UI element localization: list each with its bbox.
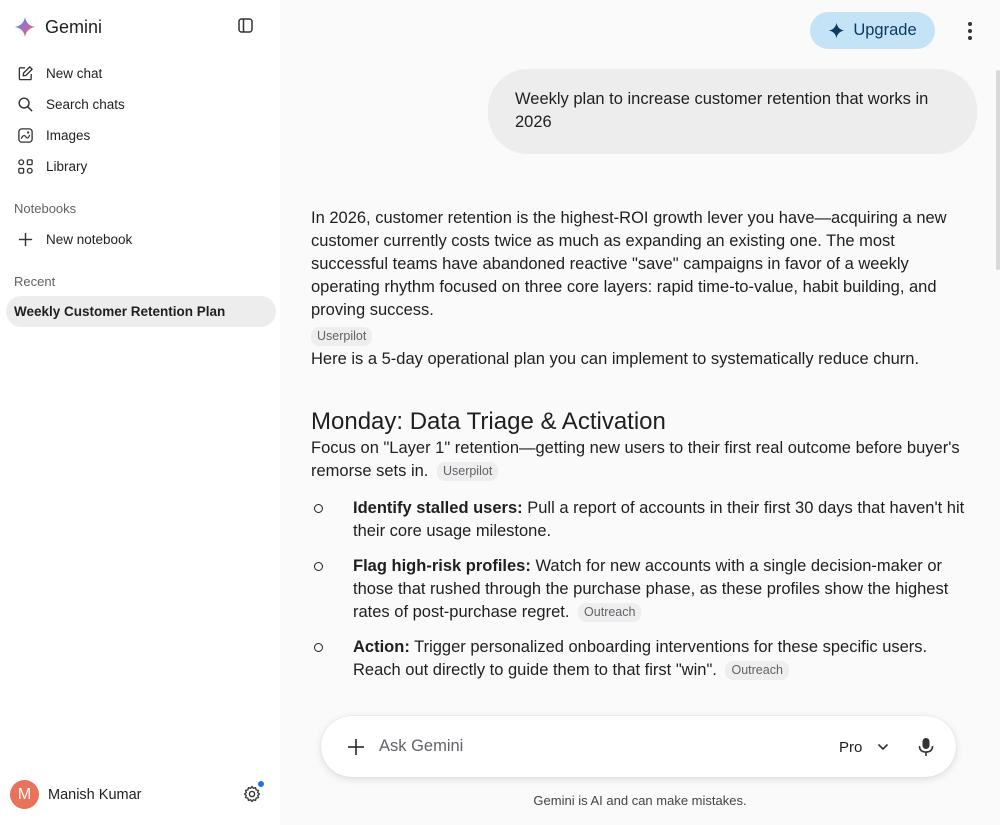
source-chip[interactable]: Outreach (725, 661, 788, 680)
sidebar (0, 0, 280, 825)
bullet-title: Action: (353, 638, 410, 656)
images-label: Images (46, 127, 91, 143)
response-paragraph (311, 207, 966, 322)
list-item (311, 636, 966, 682)
monday-text: Focus on "Layer 1" retention—getting new users to their first real outcome before buyer's remorse sets in. (311, 439, 960, 480)
bullet-marker (314, 643, 323, 652)
list-item (311, 497, 966, 543)
scrollbar[interactable] (996, 70, 1000, 270)
search-icon (16, 95, 34, 113)
disclaimer-text: Gemini is AI and can make mistakes. (533, 793, 747, 808)
source-chip[interactable]: Outreach (578, 603, 641, 622)
list-item (311, 555, 966, 624)
new-notebook-label: New notebook (46, 231, 133, 247)
bullet-marker (314, 562, 323, 571)
bullet-text: Pull a report of accounts in their first 30 days that haven't hit their core usage milestone. (353, 499, 965, 540)
section-heading: Monday: Data Triage & Activation (311, 408, 666, 435)
bullet-text: Watch for new accounts with a single decision-maker or those that rushed through the purchase phase, as these profiles show the highest rates of post-purchase regret. (353, 557, 949, 621)
bullet-list (311, 497, 966, 682)
prompt-input[interactable] (379, 730, 799, 763)
plus-icon (16, 230, 34, 248)
app-name: Gemini (45, 16, 103, 37)
brand[interactable] (14, 14, 102, 40)
bullet-text: Trigger personalized onboarding interventions for these specific users. Reach out directly to guide them to that first "win". (353, 638, 928, 679)
add-attachment-icon[interactable] (345, 736, 367, 758)
source-chip-row (311, 325, 966, 348)
model-response (311, 207, 966, 694)
notification-dot (257, 780, 265, 788)
upgrade-button[interactable] (810, 12, 935, 49)
library-icon (16, 157, 34, 175)
response-paragraph (311, 437, 966, 483)
settings-button[interactable] (242, 784, 262, 804)
bullet-marker (314, 504, 323, 513)
new-chat-label: New chat (46, 65, 103, 81)
user-message: Weekly plan to increase customer retention that works in 2026 (488, 69, 977, 154)
avatar: M (10, 780, 39, 809)
recent-heading: Recent (14, 274, 56, 289)
new-notebook-button[interactable] (8, 224, 274, 254)
user-account[interactable] (10, 780, 141, 809)
prompt-composer (321, 716, 956, 777)
upgrade-label: Upgrade (853, 21, 917, 39)
model-label: Pro (839, 738, 863, 756)
image-icon (16, 126, 34, 144)
gemini-logo-icon (14, 16, 36, 38)
microphone-icon[interactable] (916, 736, 936, 758)
model-selector[interactable] (839, 734, 890, 760)
notebooks-heading: Notebooks (14, 201, 77, 216)
new-chat-button[interactable] (8, 58, 274, 88)
library-button[interactable] (8, 151, 274, 181)
bullet-title: Flag high-risk profiles: (353, 557, 531, 575)
library-label: Library (46, 158, 88, 174)
recent-chat-item[interactable] (6, 296, 276, 327)
edit-icon (16, 64, 34, 82)
search-chats-label: Search chats (46, 96, 125, 112)
response-paragraph: Here is a 5-day operational plan you can implement to systematically reduce churn. (311, 350, 920, 368)
source-chip[interactable]: Userpilot (311, 327, 372, 346)
more-options-icon[interactable] (962, 20, 978, 42)
response-intro-text: In 2026, customer retention is the highest-ROI growth lever you have—acquiring a new customer currently costs twice as much as expanding an existing one. The most successful teams have abandoned reactive "save" campaigns in favor of a weekly operating rhythm focused on three core layers: rapid time-to-value, habit building, and proving success. (311, 209, 947, 319)
search-chats-button[interactable] (8, 89, 274, 119)
sparkle-icon (828, 22, 845, 39)
main-panel (280, 0, 1000, 825)
images-button[interactable] (8, 120, 274, 150)
chevron-down-icon (876, 740, 890, 754)
sidebar-toggle-icon[interactable] (236, 16, 256, 36)
source-chip[interactable]: Userpilot (437, 462, 498, 481)
recent-chat-title: Weekly Customer Retention Plan (14, 304, 226, 319)
user-name: Manish Kumar (48, 786, 142, 803)
bullet-title: Identify stalled users: (353, 499, 523, 517)
